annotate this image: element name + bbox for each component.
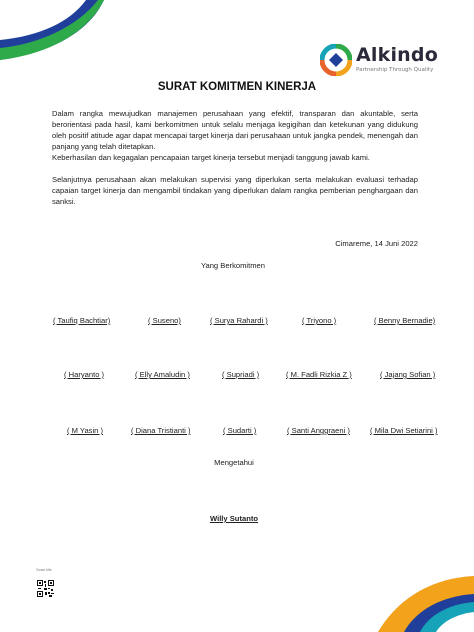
signatory-name: ( Suseno) — [148, 316, 181, 325]
scan-me-label: Scan Me — [36, 567, 52, 572]
alkindo-logo-icon — [320, 44, 352, 76]
acknowledged-label: Mengetahui — [214, 458, 254, 467]
signatory-name: ( Jajang Sofian ) — [380, 370, 436, 379]
signatory-name: ( M. Fadli Rizkia Z ) — [286, 370, 352, 379]
acknowledger-name: Willy Sutanto — [209, 514, 259, 523]
place-date: Cimareme, 14 Juni 2022 — [335, 239, 418, 248]
signatory-name: ( Surya Rahardi ) — [210, 316, 268, 325]
decorative-swoosh-bottom-right — [364, 572, 474, 632]
logo-name: Alkindo — [356, 44, 438, 67]
signatory-name: ( Mila Dwi Setiarini ) — [370, 426, 438, 435]
signatory-name: ( Diana Tristianti ) — [131, 426, 191, 435]
paragraph-supervision: Selanjutnya perusahaan akan melakukan supervisi yang diperlukan serta melakukan evaluasi terhadap capaian target kinerja dan mengambil tindakan yang diperlukan dalam rangka pemberian penghargaan dan sanksi. — [52, 175, 418, 207]
paragraph-responsibility: Keberhasilan dan kegagalan pencapaian target kinerja tersebut menjadi tanggung jawab kami. — [52, 153, 370, 162]
company-logo — [320, 44, 438, 76]
signatory-name: ( Taufiq Bachtiar) — [53, 316, 111, 325]
signatory-name: ( Triyono ) — [302, 316, 337, 325]
decorative-swoosh-top-left — [0, 0, 110, 70]
signatory-name: ( Elly Amaludin ) — [135, 370, 190, 379]
logo-tagline: Partnership Through Quality — [356, 67, 434, 74]
signatory-name: ( Benny Bernadie) — [374, 316, 436, 325]
paragraph-intro: Dalam rangka mewujudkan manajemen perusahaan yang efektif, transparan dan akuntable, serta berorientasi pada hasil, kami berkomitmen untuk selalu menjaga kegigihan dan ketekunan yang didukung oleh positif atitude agar dapat mencapai target kinerja dari perusahaan untuk jangka pendek, menengah dan panjang yang telah ditetapkan. — [52, 109, 418, 152]
qr-code-icon[interactable] — [37, 580, 54, 597]
signatory-name: ( Sudarti ) — [223, 426, 257, 435]
signatory-name: ( Haryanto ) — [64, 370, 105, 379]
signatory-name: ( Santi Anggraeni ) — [287, 426, 350, 435]
document-title: SURAT KOMITMEN KINERJA — [157, 81, 317, 93]
signatory-name: ( Supriadi ) — [222, 370, 260, 379]
committed-label: Yang Berkomitmen — [200, 261, 265, 270]
signatory-name: ( M Yasin ) — [67, 426, 104, 435]
